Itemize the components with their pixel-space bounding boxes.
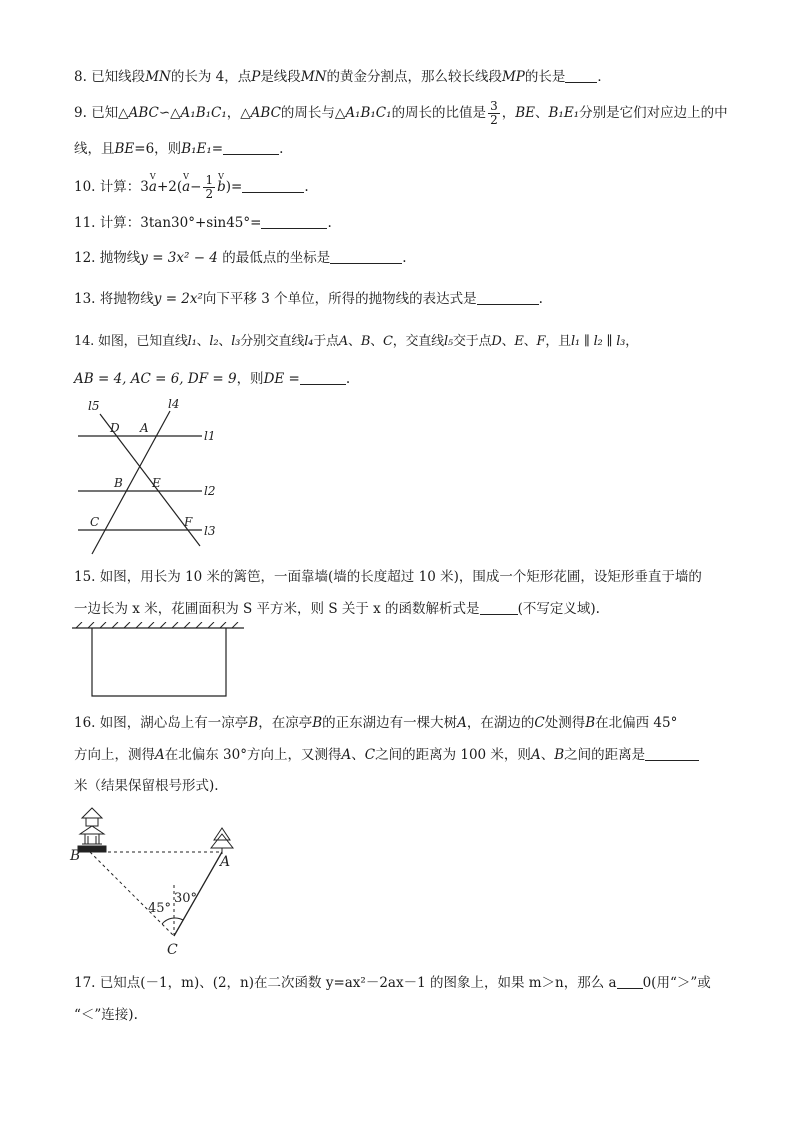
figure-parallel-lines (70, 396, 230, 558)
wall-hatching (76, 622, 238, 628)
label-l5: l5 (88, 399, 100, 413)
answer-blank[interactable] (330, 249, 402, 264)
question-9-line2: 线，且BE=6，则B₁E₁= . (74, 141, 284, 157)
question-14-line2: AB = 4, AC = 6, DF = 9，则DE = . (74, 371, 351, 387)
question-15: 15. 如图，用长为 10 米的篱笆，一面靠墙(墙的长度超过 10 米)，围成一个矩形花圃，设矩形垂直于墙的 (74, 569, 702, 585)
label-l4: l4 (168, 397, 180, 411)
answer-blank[interactable] (477, 290, 539, 305)
question-11: 11. 计算：3tan30°+sin45°= . (74, 215, 332, 231)
tree-icon (211, 828, 233, 854)
fraction: $\frac{3}{2}$ (490, 99, 498, 127)
label-A: A (220, 854, 231, 870)
figure-lake-pavilion (68, 804, 248, 960)
label-45: 45° (148, 901, 172, 916)
question-15-line2: 一边长为 x 米，花圃面积为 S 平方米，则 S 关于 x 的函数解析式是 (不写定义域). (74, 601, 600, 617)
question-13: 13. 将抛物线y = 2x²向下平移 3 个单位，所得的抛物线的表达式是 . (74, 291, 543, 307)
label-30: 30° (174, 891, 198, 906)
answer-blank[interactable] (565, 68, 597, 83)
answer-blank[interactable] (617, 974, 643, 989)
line-BC (90, 852, 174, 936)
figure-garden-wall (70, 622, 248, 702)
question-16-line2: 方向上，测得A在北偏东 30°方向上，又测得A、C之间的距离为 100 米，则A、B之间的距离是 (74, 744, 724, 766)
angle-arc (162, 918, 183, 924)
pavilion-icon (78, 808, 106, 852)
question-12: 12. 抛物线y = 3x² − 4 的最低点的坐标是 . (74, 250, 407, 266)
question-10: 10. 计算：3V a+2(V a− $\frac{1}{2}$ V b)= . (74, 174, 724, 201)
fraction: $\frac{1}{2}$ (205, 173, 214, 201)
label-D: D (110, 421, 120, 435)
fence-rectangle (92, 628, 226, 696)
answer-blank[interactable] (261, 214, 327, 229)
label-B: B (70, 848, 81, 864)
label-E: E (152, 476, 161, 490)
label-l1: l1 (204, 429, 216, 443)
label-C: C (90, 515, 100, 529)
answer-blank[interactable] (480, 600, 518, 615)
label-B: B (114, 476, 123, 490)
question-14: 14. 如图，已知直线l₁、l₂、l₃分别交直线l₄于点A、B、C，交直线l₅交于点D、E、F，且l₁ ∥ l₂ ∥ l₃， (74, 334, 638, 349)
label-F: F (184, 515, 193, 529)
answer-blank[interactable] (242, 178, 304, 193)
question-17: 17. 已知点(－1，m)、(2，n)在二次函数 y=ax²－2ax－1 的图象上，如果 m＞n，那么 a 0(用“＞”或 (74, 975, 711, 991)
question-17-line2: “＜”连接). (74, 1007, 138, 1023)
answer-blank[interactable] (645, 746, 699, 761)
label-C: C (167, 942, 178, 958)
answer-blank[interactable] (223, 140, 279, 155)
question-16: 16. 如图，湖心岛上有一凉亭B，在凉亭B的正东湖边有一棵大树A，在湖边的C处测得B在北偏西 45° (74, 715, 678, 731)
label-l2: l2 (204, 484, 216, 498)
question-16-line3: 米（结果保留根号形式). (74, 778, 219, 794)
label-l3: l3 (204, 524, 216, 538)
question-9: 9. 已知△ABC∽△A₁B₁C₁，△ABC的周长与△A₁B₁C₁的周长的比值是 $\frac{3}{2}$ ，BE、B₁E₁分别是它们对应边上的中 (74, 99, 728, 127)
answer-blank[interactable] (300, 370, 346, 385)
question-8: 8. 已知线段MN的长为 4，点P是线段MN的黄金分割点，那么较长线段MP的长是 ． (74, 69, 611, 85)
label-A: A (140, 421, 149, 435)
